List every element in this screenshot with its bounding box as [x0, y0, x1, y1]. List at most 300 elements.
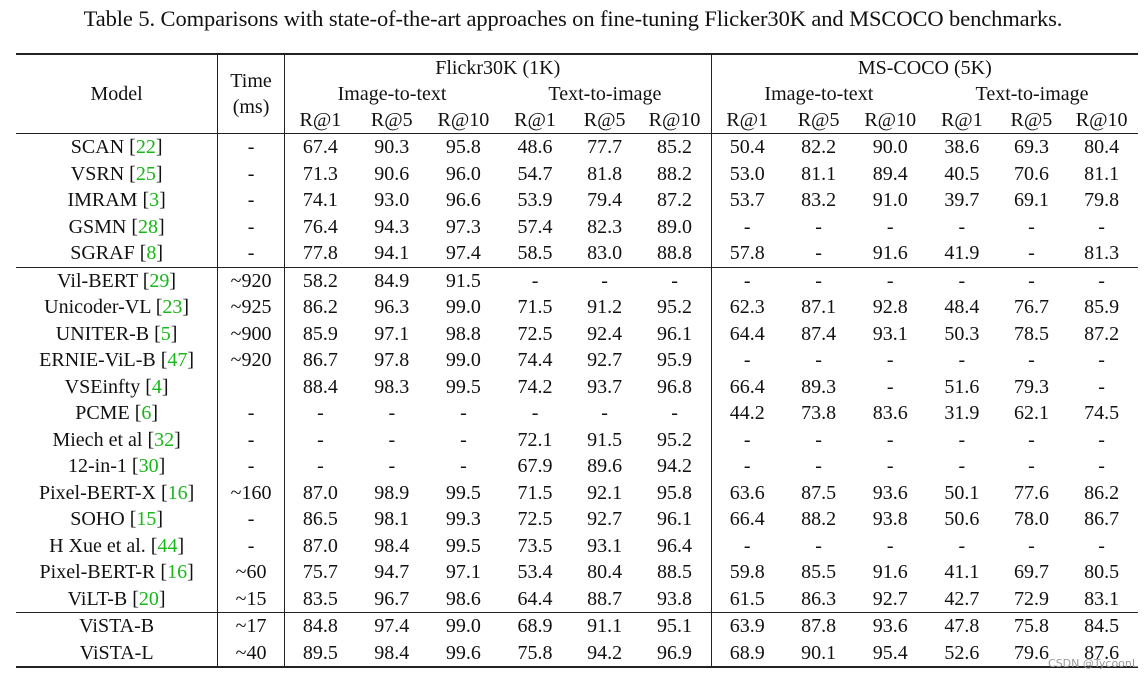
metric-value: 58.5 [517, 242, 553, 264]
metric-value: 48.6 [499, 134, 571, 161]
time-cell: ~40 [218, 640, 285, 668]
citation-link[interactable]: 28 [138, 215, 159, 238]
model-name: SGRAF [70, 242, 135, 264]
metric-value: - [671, 402, 678, 424]
metric-header: R@5 [370, 109, 413, 131]
metric-header: R@10 [1075, 109, 1128, 131]
citation-link[interactable]: 44 [157, 534, 178, 557]
table-row [16, 214, 1138, 241]
metric-value: 98.1 [374, 508, 410, 530]
metric-value: 93.6 [872, 481, 908, 504]
flickr-header: Flickr30K (1K) [284, 54, 711, 81]
metric-value: - [886, 375, 894, 398]
metric-value: 50.1 [944, 481, 980, 504]
metric-value: 93.7 [587, 375, 623, 398]
metric-value: 91.0 [872, 189, 908, 211]
metric-value: 87.4 [801, 322, 837, 345]
metric-value: 90.6 [374, 162, 410, 185]
model-name-cell [16, 640, 218, 668]
metric-value: - [886, 534, 894, 557]
time-header: Time (ms) [218, 54, 285, 134]
metric-value: 96.9 [638, 640, 711, 668]
metric-value: 53.7 [711, 187, 783, 214]
time-cell: ~925 [218, 294, 285, 321]
time-cell: ~60 [218, 559, 285, 586]
model-name: VSRN [70, 162, 125, 185]
metric-value: 96.1 [657, 322, 693, 345]
metric-value: 87.0 [284, 533, 356, 560]
watermark: CSDN @TycoonL [1048, 657, 1138, 670]
metric-value: 39.7 [944, 189, 980, 211]
metric-value: 93.6 [854, 613, 926, 640]
table-row [16, 453, 1138, 480]
model-name-cell: Miech et al [32] [52, 428, 181, 451]
metric-value: - [815, 242, 822, 264]
metric-value: 76.7 [1013, 296, 1049, 318]
metric-value: 87.8 [783, 613, 855, 640]
metric-header: R@1 [940, 109, 983, 131]
citation-link[interactable]: 30 [138, 455, 159, 477]
model-name: H Xue et al. [49, 534, 146, 557]
metric-value: - [1098, 349, 1105, 371]
metric-value: 97.8 [374, 349, 410, 371]
model-header: Model [16, 54, 218, 134]
model-name-cell: SGRAF [8] [70, 242, 164, 264]
citation-link[interactable]: 29 [149, 269, 170, 292]
metric-value: 72.5 [517, 322, 553, 345]
metric-value: 92.7 [872, 587, 908, 610]
table-row [16, 294, 1138, 321]
metric-value: 67.9 [517, 455, 553, 477]
model-name: Vil-BERT [57, 269, 138, 292]
metric-value: - [1098, 534, 1105, 557]
metric-value: 89.4 [872, 162, 908, 185]
metric-value: 53.0 [711, 161, 783, 188]
metric-value: 89.6 [587, 455, 623, 477]
table-row [16, 480, 1138, 507]
time-cell: - [218, 400, 285, 427]
metric-value: 89.5 [284, 640, 356, 668]
metric-value: - [958, 428, 966, 451]
metric-value: - [284, 427, 356, 454]
metric-value: 52.6 [926, 640, 998, 668]
metric-value: 93.0 [374, 189, 410, 211]
metric-header: R@1 [284, 107, 356, 134]
metric-value: 99.6 [428, 640, 500, 668]
time-cell: ~920 [218, 267, 285, 294]
metric-value: 74.5 [1084, 402, 1120, 424]
table-row [16, 586, 1138, 613]
metric-value: 85.5 [801, 561, 837, 583]
flickr-i2t-header: Image-to-text [284, 81, 499, 107]
metric-value: 76.4 [284, 214, 356, 241]
metric-value: - [886, 215, 894, 238]
metric-value: 94.1 [374, 242, 410, 264]
metric-value: - [571, 267, 639, 294]
model-name: GSMN [68, 215, 127, 238]
model-name: IMRAM [67, 189, 138, 211]
metric-value: - [531, 402, 539, 424]
metric-value: 66.4 [711, 374, 783, 401]
model-name: Unicoder-VL [44, 296, 151, 318]
citation-link[interactable]: 4 [151, 375, 162, 398]
metric-header: R@5 [583, 109, 626, 131]
metric-value: - [854, 267, 926, 294]
metric-value: 92.7 [587, 508, 623, 530]
metric-value: - [601, 402, 608, 424]
metric-value: 88.7 [587, 587, 623, 610]
metric-value: 86.7 [1084, 508, 1120, 530]
metric-value: 80.4 [1065, 134, 1138, 161]
citation-link[interactable]: 8 [146, 242, 157, 264]
model-name-cell: ERNIE-ViL-B [47] [39, 349, 195, 371]
metric-value: 53.9 [517, 189, 553, 211]
metric-value: 69.3 [998, 134, 1066, 161]
metric-value: 95.2 [657, 296, 693, 318]
metric-value: 77.6 [1013, 481, 1049, 504]
model-name-cell: GSMN [28] [68, 215, 165, 238]
metric-value: 95.4 [854, 640, 926, 668]
metric-value: 94.2 [571, 640, 639, 668]
model-name-cell: IMRAM [3] [67, 189, 166, 211]
metric-value: 99.5 [445, 481, 481, 504]
metric-value: 85.9 [1084, 296, 1120, 318]
citation-link[interactable]: 15 [136, 508, 157, 530]
citation-link[interactable]: 3 [149, 189, 160, 211]
model-name-cell: ViLT-B [20] [67, 587, 166, 610]
citation-link[interactable]: 20 [138, 587, 159, 610]
table-row [16, 427, 1138, 454]
metric-value: - [388, 428, 396, 451]
metric-value: 86.3 [801, 587, 837, 610]
time-cell: - [218, 533, 285, 560]
metric-value: 94.7 [374, 561, 410, 583]
metric-header: R@10 [864, 109, 917, 131]
metric-value: 73.5 [517, 534, 553, 557]
coco-header: MS-COCO (5K) [711, 54, 1138, 81]
model-name: SOHO [70, 508, 125, 530]
metric-value: 83.5 [284, 586, 356, 613]
metric-value: - [711, 347, 783, 374]
citation-link[interactable]: 16 [167, 561, 188, 583]
time-cell: - [218, 427, 285, 454]
metric-value: - [1028, 428, 1035, 451]
metric-value: 71.3 [284, 161, 356, 188]
table-row [16, 640, 1138, 668]
metric-value: - [1028, 242, 1035, 264]
metric-value: 93.8 [657, 587, 693, 610]
metric-value: - [926, 267, 998, 294]
metric-header: R@10 [648, 109, 701, 131]
model-name-cell: Pixel-BERT-R [16] [39, 561, 194, 583]
metric-value: 72.9 [1013, 587, 1049, 610]
metric-value: 98.9 [374, 481, 410, 504]
metric-value: 91.6 [872, 242, 908, 264]
time-cell: - [218, 214, 285, 241]
metric-value: - [958, 534, 966, 557]
table-row [16, 134, 1138, 161]
citation-link[interactable]: 25 [135, 162, 156, 185]
metric-value: 93.8 [872, 508, 908, 530]
metric-value: - [711, 267, 783, 294]
table-row [16, 347, 1138, 374]
metric-value: 97.4 [445, 242, 481, 264]
metric-value: 42.7 [944, 587, 980, 610]
metric-value: 86.2 [1084, 481, 1120, 504]
metric-value: 50.3 [944, 322, 980, 345]
table-row [16, 374, 1138, 401]
metric-value: 95.1 [638, 613, 711, 640]
metric-value: - [886, 428, 894, 451]
model-name: ViSTA-B [79, 615, 155, 637]
metric-value: 57.4 [517, 215, 553, 238]
model-name: Pixel-BERT-X [38, 481, 156, 504]
metric-value: 91.5 [428, 267, 500, 294]
metric-value: 81.1 [1084, 162, 1120, 185]
metric-value: 88.2 [657, 162, 693, 185]
metric-value: 87.2 [657, 189, 693, 211]
metric-value: 92.7 [587, 349, 623, 371]
table-row [16, 321, 1138, 348]
metric-value: - [886, 455, 894, 477]
metric-value: 79.8 [1084, 189, 1120, 211]
metric-value: 69.1 [1013, 189, 1049, 211]
metric-value: 51.6 [944, 375, 980, 398]
metric-value: 67.4 [284, 134, 356, 161]
metric-value: 99.3 [445, 508, 481, 530]
metric-value: 88.8 [657, 242, 693, 264]
metric-value: 84.9 [356, 267, 428, 294]
metric-value: 75.8 [998, 613, 1066, 640]
metric-value: 87.5 [801, 481, 837, 504]
table-row [16, 240, 1138, 267]
time-cell: - [218, 453, 285, 480]
metric-value: 89.3 [801, 375, 837, 398]
metric-value: - [886, 349, 894, 371]
metric-value: 96.4 [657, 534, 693, 557]
metric-value: 91.1 [571, 613, 639, 640]
table-row [16, 559, 1138, 586]
metric-value: 95.8 [657, 481, 693, 504]
metric-value: 99.0 [428, 613, 500, 640]
citation-link[interactable]: 22 [135, 136, 156, 158]
citation-link[interactable]: 47 [167, 349, 188, 371]
time-cell: ~900 [218, 321, 285, 348]
metric-value: 98.3 [374, 375, 410, 398]
metric-value: 96.3 [374, 296, 410, 318]
table-row [16, 187, 1138, 214]
metric-value: 84.5 [1065, 613, 1138, 640]
metric-value: - [499, 267, 571, 294]
metric-value: 90.3 [356, 134, 428, 161]
time-cell: ~17 [218, 613, 285, 640]
metric-value: 94.2 [657, 455, 693, 477]
metric-value: 88.2 [801, 508, 837, 530]
model-name-cell [16, 613, 218, 640]
coco-i2t-header: Image-to-text [711, 81, 926, 107]
metric-value: - [998, 267, 1066, 294]
metric-value: 96.6 [445, 189, 481, 211]
metric-value: - [711, 214, 783, 241]
model-name-cell: 12-in-1 [30] [68, 455, 166, 477]
metric-value: - [388, 455, 396, 477]
metric-value: 38.6 [926, 134, 998, 161]
metric-value: 95.8 [428, 134, 500, 161]
metric-value: - [1028, 534, 1035, 557]
metric-value: 97.3 [445, 215, 481, 238]
metric-value: 96.0 [445, 162, 481, 185]
model-name: VSEinfty [64, 375, 141, 398]
metric-value: 79.3 [1013, 375, 1049, 398]
metric-value: 62.1 [1013, 402, 1049, 424]
metric-value: 71.5 [517, 296, 553, 318]
metric-value: 77.7 [571, 134, 639, 161]
metric-value: 87.2 [1084, 322, 1120, 345]
metric-value: 99.0 [445, 349, 481, 371]
time-cell: ~160 [218, 480, 285, 507]
metric-value: - [1028, 215, 1035, 238]
metric-value: 98.6 [445, 587, 481, 610]
metric-value: 66.4 [711, 506, 783, 533]
table-row [16, 267, 1138, 294]
metric-value: 87.1 [801, 296, 837, 318]
metric-value: 91.6 [872, 561, 908, 583]
metric-value: - [1098, 215, 1105, 238]
metric-value: 74.1 [284, 187, 356, 214]
metric-value: 59.8 [711, 559, 783, 586]
metric-value: 97.1 [374, 322, 410, 345]
metric-value: - [815, 215, 822, 238]
model-name-cell: Unicoder-VL [23] [44, 296, 190, 318]
metric-value: 96.8 [657, 375, 693, 398]
metric-value: 63.9 [711, 613, 783, 640]
metric-value: 92.1 [587, 481, 623, 504]
metric-value: 47.8 [926, 613, 998, 640]
metric-value: 50.6 [944, 508, 980, 530]
metric-value: - [284, 453, 356, 480]
time-cell: - [218, 161, 285, 188]
metric-value: 83.0 [587, 242, 623, 264]
metric-value: 79.4 [587, 189, 623, 211]
metric-value: 85.9 [284, 321, 356, 348]
metric-value: 68.9 [711, 640, 783, 668]
metric-value: - [815, 534, 822, 557]
model-name-cell: SOHO [15] [70, 508, 164, 530]
model-name: ViLT-B [67, 587, 128, 610]
time-cell [218, 374, 285, 401]
metric-value: 93.1 [587, 534, 623, 557]
metric-header: R@1 [514, 109, 556, 131]
metric-value: 81.8 [587, 162, 623, 185]
metric-header: R@1 [711, 107, 783, 134]
citation-link[interactable]: 32 [154, 428, 175, 451]
metric-value: 92.4 [587, 322, 623, 345]
metric-value: 98.8 [445, 322, 481, 345]
metric-header: R@10 [437, 109, 490, 131]
model-name: Pixel-BERT-R [39, 561, 156, 583]
model-name-cell: Vil-BERT [29] [16, 267, 218, 294]
metric-value: 88.4 [284, 374, 356, 401]
model-name: 12-in-1 [68, 455, 127, 477]
citation-link[interactable]: 5 [160, 322, 171, 345]
metric-value: 61.5 [711, 586, 783, 613]
metric-value: - [1028, 349, 1035, 371]
metric-value: 95.9 [657, 349, 693, 371]
metric-value: 53.4 [517, 561, 553, 583]
metric-value: 68.9 [499, 613, 571, 640]
metric-value: 82.2 [783, 134, 855, 161]
time-cell: - [218, 506, 285, 533]
metric-value: 88.5 [657, 561, 693, 583]
metric-value: - [711, 427, 783, 454]
metric-value: - [783, 267, 855, 294]
coco-t2i-header: Text-to-image [975, 83, 1089, 105]
metric-value: - [1098, 455, 1105, 477]
metric-value: 83.1 [1084, 587, 1120, 610]
model-name: Miech et al [52, 428, 143, 451]
metric-value: 94.3 [374, 215, 410, 238]
metric-value: 91.5 [587, 428, 623, 451]
metric-value: - [958, 349, 966, 371]
metric-value: 90.0 [854, 134, 926, 161]
metric-value: 97.1 [445, 561, 481, 583]
model-name: SCAN [70, 136, 125, 158]
metric-value: 75.8 [499, 640, 571, 668]
model-name-cell: PCME [6] [75, 402, 159, 424]
metric-value: - [1065, 267, 1138, 294]
metric-value: - [958, 455, 966, 477]
time-cell: ~15 [218, 586, 285, 613]
metric-value: 86.7 [284, 347, 356, 374]
metric-value: 95.2 [657, 428, 693, 451]
citation-link[interactable]: 6 [141, 402, 152, 424]
citation-link[interactable]: 16 [167, 481, 188, 504]
model-name: ERNIE-ViL-B [39, 349, 156, 371]
metric-value: 63.6 [711, 480, 783, 507]
metric-value: - [815, 349, 822, 371]
metric-value: 90.1 [783, 640, 855, 668]
results-table [16, 53, 1138, 668]
metric-value: - [815, 428, 822, 451]
model-name: ViSTA-L [79, 641, 154, 664]
metric-value: 81.1 [801, 162, 837, 185]
model-name-cell: H Xue et al. [44] [49, 534, 185, 557]
metric-value: 96.7 [374, 587, 410, 610]
metric-value: 73.8 [801, 402, 837, 424]
metric-value: - [711, 453, 783, 480]
metric-value: 78.5 [1013, 322, 1049, 345]
time-cell: - [218, 134, 285, 161]
metric-value: 74.2 [517, 375, 553, 398]
model-name-cell: VSEinfty [4] [64, 375, 169, 398]
model-name: UNITER-B [55, 322, 150, 345]
metric-value: - [638, 267, 711, 294]
model-name: PCME [75, 402, 130, 424]
metric-value: 44.2 [711, 400, 783, 427]
metric-value: 86.5 [284, 506, 356, 533]
metric-value: 75.7 [284, 559, 356, 586]
metric-value: 87.0 [284, 480, 356, 507]
time-cell: ~920 [218, 347, 285, 374]
table-row [16, 613, 1138, 640]
metric-header: R@5 [1010, 109, 1053, 131]
metric-value: 80.5 [1084, 561, 1120, 583]
metric-value: 48.4 [944, 296, 980, 318]
citation-link[interactable]: 23 [162, 296, 183, 318]
table-row [16, 400, 1138, 427]
metric-value: 80.4 [587, 561, 623, 583]
metric-value: 84.8 [284, 613, 356, 640]
